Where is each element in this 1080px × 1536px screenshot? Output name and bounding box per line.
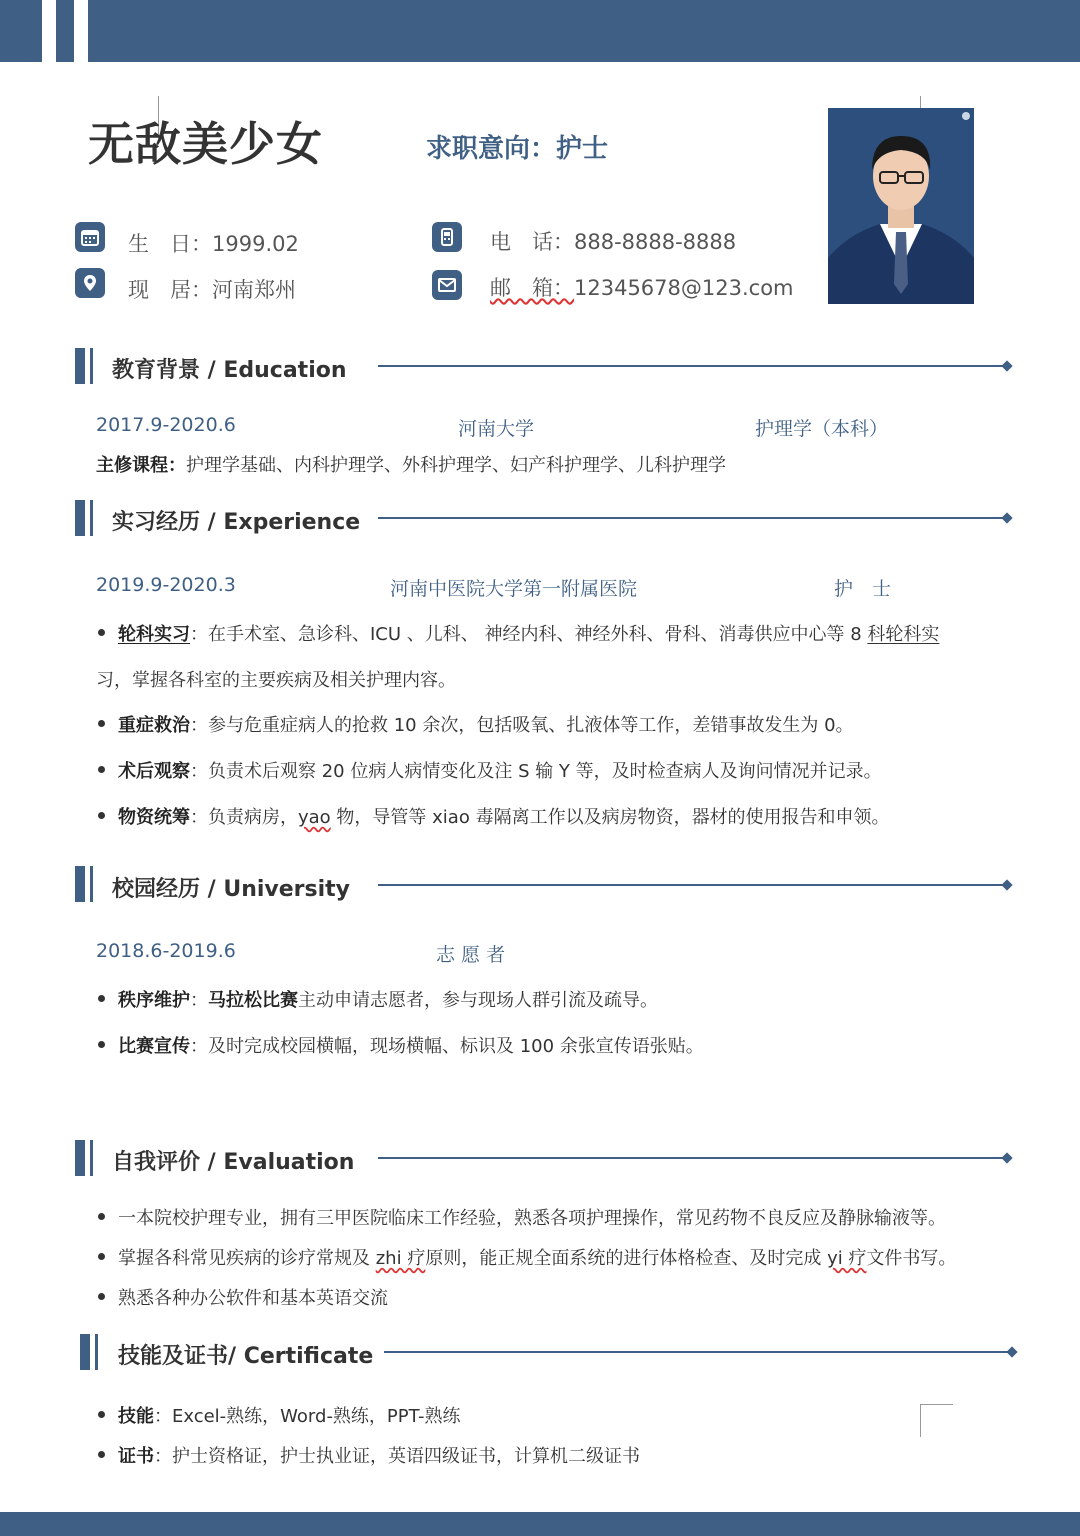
section-divider-end	[1001, 512, 1012, 523]
section-marker	[90, 866, 93, 902]
bullet	[98, 720, 105, 727]
phone-label: 电 话：	[490, 230, 574, 254]
corner-mark	[920, 1404, 953, 1437]
bullet	[98, 1253, 105, 1260]
phone-value: 888-8888-8888	[574, 230, 737, 254]
section-marker	[75, 348, 85, 384]
evaluation-item: 熟悉各种办公软件和基本英语交流	[118, 1288, 388, 1309]
email-value: 12345678@123.com	[574, 276, 794, 300]
bullet	[98, 812, 105, 819]
certs-label: 证书	[118, 1446, 154, 1467]
section-marker	[90, 348, 93, 384]
bottom-banner	[0, 1512, 1080, 1536]
experience-item: 术后观察：负责术后观察 20 位病人病情变化及注 S 输 Y 等，及时检查病人及询问情况并记录。	[118, 761, 882, 782]
experience-item: 物资统筹：负责病房，yao 物，导管等 xiao 毒隔离工作以及病房物资，器材的使用报告和申领。	[118, 807, 890, 828]
experience-item: 重症救治：参与危重症病人的抢救 10 余次，包括吸氧、扎液体等工作，差错事故发生为 0。	[118, 715, 854, 736]
evaluation-title: 自我评价 / Evaluation	[112, 1150, 355, 1175]
section-divider-end	[1001, 1152, 1012, 1163]
education-courses	[96, 451, 726, 477]
bullet	[98, 1213, 105, 1220]
home-value: 河南郑州	[212, 278, 296, 302]
bullet	[98, 629, 105, 636]
item-label: 术后观察	[118, 761, 190, 782]
university-role: 志 愿 者	[436, 944, 506, 966]
item-label: 比赛宣传	[118, 1036, 190, 1057]
home-label: 现 居：	[128, 278, 212, 302]
candidate-name: 无敌美少女	[88, 117, 323, 171]
section-marker	[75, 500, 85, 536]
phone-row	[490, 226, 736, 256]
mail-icon	[432, 270, 462, 300]
skills-row	[118, 1402, 460, 1428]
bullet	[98, 995, 105, 1002]
section-marker	[75, 866, 85, 902]
section-divider	[384, 1351, 1012, 1353]
certs-row	[118, 1442, 640, 1468]
location-icon	[75, 268, 105, 298]
education-school: 河南大学	[458, 418, 535, 440]
bullet	[98, 1293, 105, 1300]
top-banner	[0, 0, 1080, 62]
birth-row	[128, 228, 299, 258]
certs-value: ：护士资格证，护士执业证，英语四级证书，计算机二级证书	[154, 1446, 640, 1467]
section-marker	[95, 1334, 98, 1370]
university-item: 秩序维护：马拉松比赛主动申请志愿者，参与现场人群引流及疏导。	[118, 990, 658, 1011]
skills-value: ：Excel-熟练，Word-熟练，PPT-熟练	[154, 1406, 461, 1427]
section-marker	[80, 1334, 90, 1370]
section-divider	[378, 365, 1008, 367]
experience-hospital: 河南中医院大学第一附属医院	[390, 578, 638, 600]
education-title: 教育背景 / Education	[112, 358, 347, 383]
job-intent: 求职意向：护士	[426, 134, 609, 164]
item-label: 重症救治	[118, 715, 190, 736]
section-divider	[378, 1157, 1008, 1159]
section-marker	[90, 1140, 93, 1176]
bullet	[98, 1041, 105, 1048]
calendar-icon	[75, 222, 105, 252]
skills-label: 技能	[118, 1406, 154, 1427]
certificate-title: 技能及证书/ Certificate	[118, 1344, 374, 1369]
corner-mark	[920, 96, 922, 108]
education-major: 护理学（本科）	[755, 418, 889, 440]
section-divider	[378, 884, 1008, 886]
item-label: 秩序维护	[118, 990, 190, 1011]
university-item: 比赛宣传：及时完成校园横幅，现场横幅、标识及 100 余张宣传语张贴。	[118, 1036, 704, 1057]
bullet	[98, 1411, 105, 1418]
evaluation-item: 掌握各科常见疾病的诊疗常规及 zhi 疗原则，能正规全面系统的进行体格检查、及时完成 yi 疗文件书写。	[118, 1248, 957, 1269]
item-label: 轮科实习	[118, 624, 190, 645]
profile-photo	[828, 108, 974, 304]
home-row	[128, 274, 296, 304]
courses-label: 主修课程：	[96, 455, 186, 476]
email-row	[490, 272, 794, 302]
section-divider-end	[1001, 360, 1012, 371]
section-divider	[378, 517, 1008, 519]
phone-icon	[432, 222, 462, 252]
section-divider-end	[1001, 879, 1012, 890]
birth-label: 生 日：	[128, 232, 212, 256]
experience-role: 护 士	[834, 578, 892, 600]
university-title: 校园经历 / University	[112, 877, 351, 902]
experience-item: 轮科实习：在手术室、急诊科、ICU 、儿科、 神经内科、神经外科、骨科、消毒供应中心等 8 科轮科实	[118, 624, 940, 645]
item-label: 物资统筹	[118, 807, 190, 828]
bullet	[98, 766, 105, 773]
experience-item-continuation: 习，掌握各科室的主要疾病及相关护理内容。	[96, 670, 456, 691]
bullet	[98, 1451, 105, 1458]
courses-list: 护理学基础、内科护理学、外科护理学、妇产科护理学、儿科护理学	[186, 455, 726, 476]
birth-value: 1999.02	[212, 232, 299, 256]
section-marker	[90, 500, 93, 536]
evaluation-item: 一本院校护理专业，拥有三甲医院临床工作经验，熟悉各项护理操作，常见药物不良反应及静脉输液等。	[118, 1208, 946, 1229]
section-divider-end	[1006, 1346, 1017, 1357]
experience-period: 2019.9-2020.3	[96, 574, 236, 596]
section-marker	[75, 1140, 85, 1176]
email-label: 邮 箱：	[490, 276, 574, 300]
university-period: 2018.6-2019.6	[96, 940, 236, 962]
experience-title: 实习经历 / Experience	[112, 510, 361, 535]
education-period: 2017.9-2020.6	[96, 414, 236, 436]
